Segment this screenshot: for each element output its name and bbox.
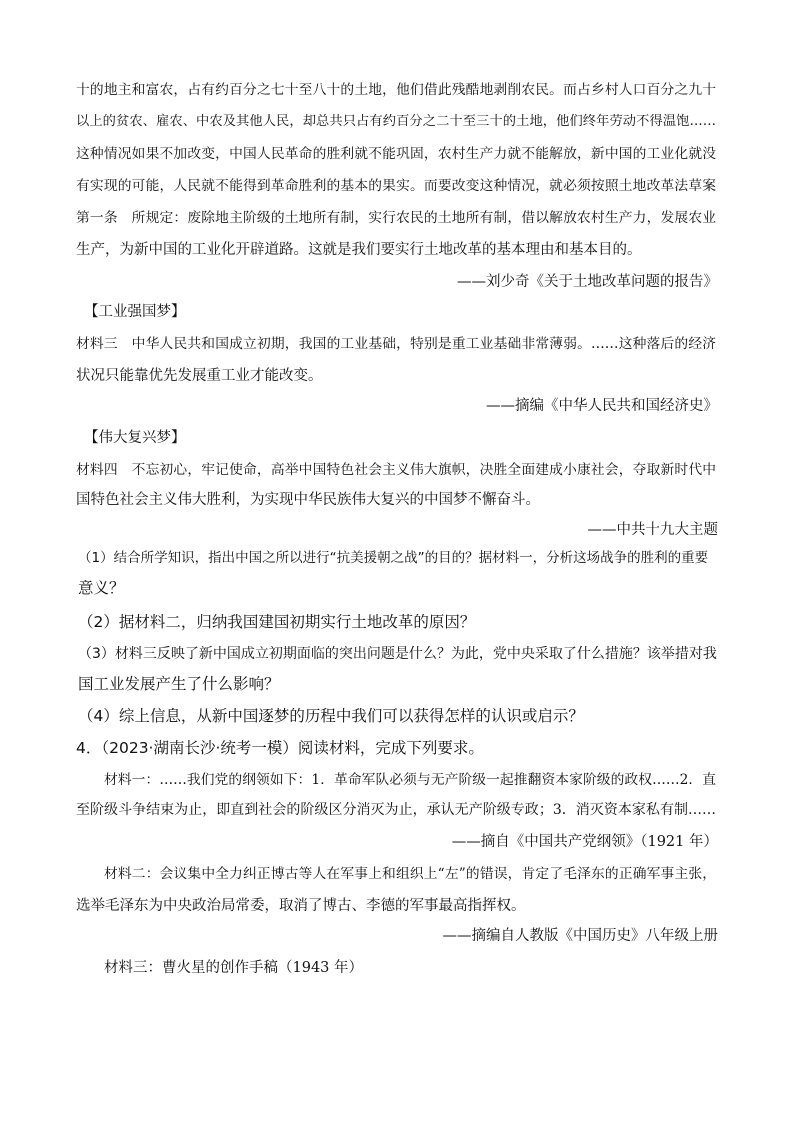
material3-line-2: 状况只能靠优先发展重工业才能改变。 [76, 368, 323, 384]
problem4-material2-line-2: 选举毛泽东为中央政治局常委，取消了博古、李德的军事最高指挥权。 [76, 898, 526, 914]
material2-line-2: 以上的贫农、雇农、中农及其他人民，却总共只占有约百分之二十至三十的土地，他们终年劳动不得温饱…… [76, 114, 716, 129]
question-3-line-2: 国工业发展产生了什么影响？ [78, 675, 280, 693]
problem4-material1-line-1: 材料一：……我们党的纲领如下：1．革命军队必须与无产阶级一起推翻资本家阶级的政权……2．直 [104, 772, 716, 788]
material4-line-2: 国特色社会主义伟大胜利，为实现中华民族伟大复兴的中国梦不懈奋斗。 [76, 492, 540, 508]
question-4: （4）综上信息，从新中国逐梦的历程中我们可以获得怎样的认识或启示？ [78, 707, 584, 725]
material4-line-1: 材料四 不忘初心，牢记使命，高举中国特色社会主义伟大旗帜，决胜全面建成小康社会，夺取新时代中 [76, 462, 716, 478]
section-heading-industry: 【工业强国梦】 [84, 304, 186, 320]
material2-line-1: 十的地主和富农，占有约百分之七十至八十的土地，他们借此残酷地剥削农民。而占乡村人口百分之九十 [76, 82, 716, 98]
material2-line-4: 有实现的可能，人民就不能得到革命胜利的基本的果实。而要改变这种情况，就必须按照土地改革法草案 [76, 178, 716, 194]
question-1-line-2: 意义？ [78, 579, 125, 597]
problem4-material2-source: ——摘编自人教版《中国历史》八年级上册 [442, 928, 718, 944]
material2-source: ——刘少奇《关于土地改革问题的报告》 [457, 274, 718, 290]
material2-line-6: 生产，为新中国的工业化开辟道路。这就是我们要实行土地改革的基本理由和基本目的。 [76, 242, 642, 258]
problem4-material2-line-1: 材料二：会议集中全力纠正博古等人在军事上和组织上“左”的错误，肯定了毛泽东的正确军事主张， [104, 866, 716, 882]
question-3-line-1: （3）材料三反映了新中国成立初期面临的突出问题是什么？为此，党中央采取了什么措施？该举措对我 [78, 646, 717, 662]
problem4-material1-line-2: 至阶级斗争结束为止，即直到社会的阶级区分消灭为止，承认无产阶级专政；3．消灭资本家私有制…… [76, 802, 716, 818]
question-2: （2）据材料二，归纳我国建国初期实行土地改革的原因？ [78, 613, 476, 631]
problem-4-title: 4．（2023·湖南长沙·统考一模）阅读材料，完成下列要求。 [76, 739, 484, 757]
material4-source: ——中共十九大主题 [587, 522, 718, 538]
problem4-material3: 材料三：曹火星的创作手稿（1943 年） [104, 960, 364, 976]
material3-line-1: 材料三 中华人民共和国成立初期，我国的工业基础，特别是重工业基础非常薄弱。……这种落后的经济 [76, 336, 716, 352]
material3-source: ——摘编《中华人民共和国经济史》 [486, 398, 718, 414]
material2-line-5: 第一条 所规定：废除地主阶级的土地所有制，实行农民的土地所有制，借以解放农村生产力，发展农业 [76, 210, 716, 226]
problem4-material1-source: ——摘自《中国共产党纲领》（1921 年） [451, 834, 718, 850]
section-heading-revival: 【伟大复兴梦】 [84, 430, 186, 446]
material2-line-3: 这种情况如果不加改变，中国人民革命的胜利就不能巩固，农村生产力就不能解放，新中国的工业化就没 [76, 146, 716, 162]
question-1-line-1: （1）结合所学知识，指出中国之所以进行“抗美援朝之战”的目的？据材料一，分析这场战争的胜利的重要 [78, 550, 709, 566]
